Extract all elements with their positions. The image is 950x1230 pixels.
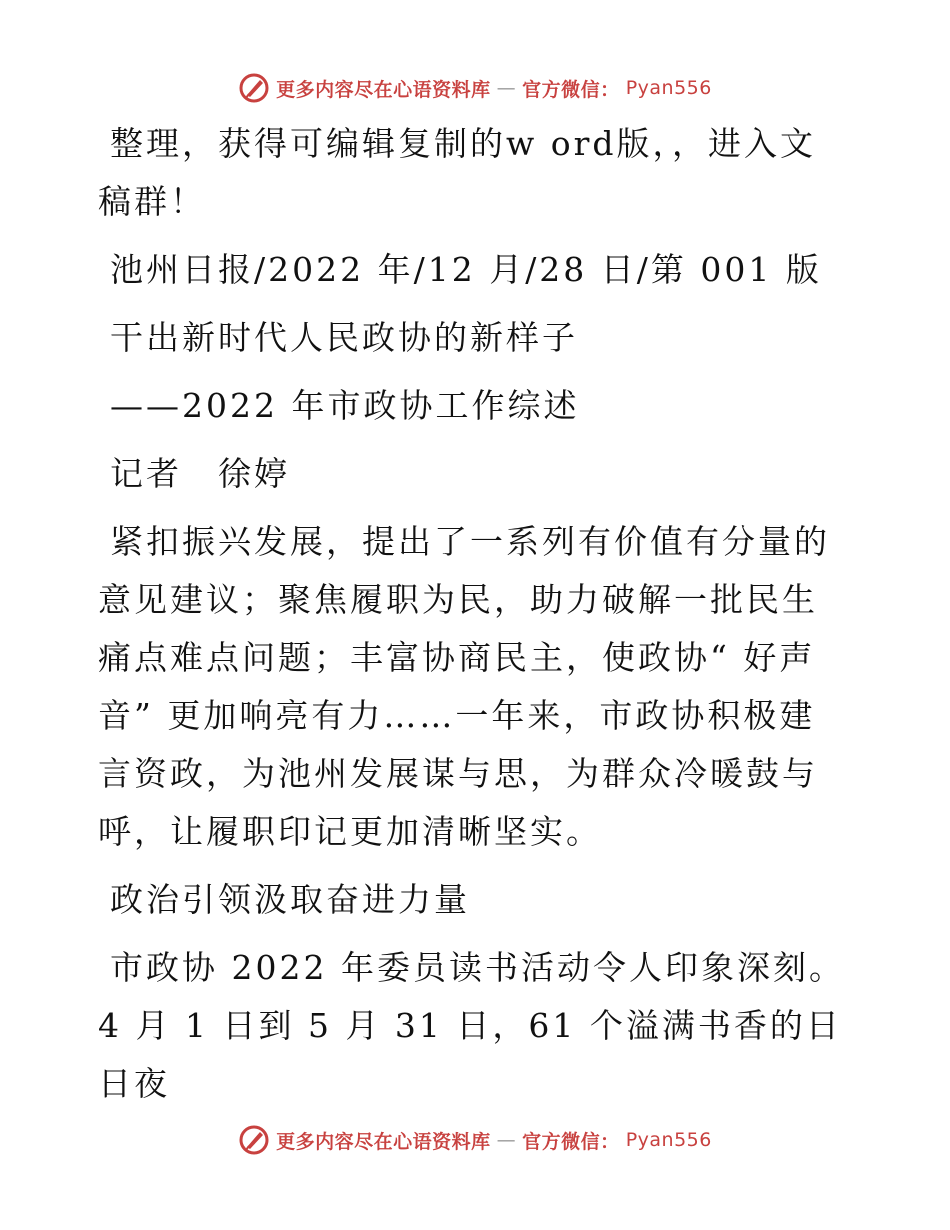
footer-watermark xyxy=(0,1124,950,1156)
banner-brand: 更多内容尽在心语资料库 xyxy=(276,78,491,101)
banner-account: Pyan556 xyxy=(625,77,712,99)
publication-line: 池州日报/2022 年/12 月/28 日/第 001 版 xyxy=(110,250,822,289)
body-paragraph: 市政协 2022 年委员读书活动令人印象深刻。4 月 1 日到 5 月 31 日，61 个溢满书香的日日夜 xyxy=(98,948,845,1103)
banner-official-label: 官方微信： xyxy=(522,78,620,101)
banner-separator: — xyxy=(496,77,517,99)
quill-pen-logo-icon xyxy=(238,72,270,104)
intro-note: 整理，获得可编辑复制的w ord版，，进入文稿群！ xyxy=(98,124,817,221)
banner-account: Pyan556 xyxy=(625,1129,712,1151)
article-subtitle: ——2022 年市政协工作综述 xyxy=(110,386,580,425)
header-watermark xyxy=(0,72,950,104)
banner-brand: 更多内容尽在心语资料库 xyxy=(276,1130,491,1153)
banner-separator: — xyxy=(496,1129,517,1151)
document-body xyxy=(98,115,850,1113)
quill-pen-logo-icon xyxy=(238,1124,270,1156)
banner-official-label: 官方微信： xyxy=(522,1130,620,1153)
article-title: 干出新时代人民政协的新样子 xyxy=(110,318,578,357)
lead-paragraph: 紧扣振兴发展，提出了一系列有价值有分量的意见建议；聚焦履职为民，助力破解一批民生痛点难点问题；丰富协商民主，使政协“ 好声音” 更加响亮有力……一年来，市政协积极建言资政，为池州发展谋与思，为群众冷暖鼓与呼，让履职印记更加清晰坚实。 xyxy=(98,522,830,851)
byline: 记者 徐婷 xyxy=(110,454,290,493)
section-heading: 政治引领汲取奋进力量 xyxy=(110,880,470,919)
